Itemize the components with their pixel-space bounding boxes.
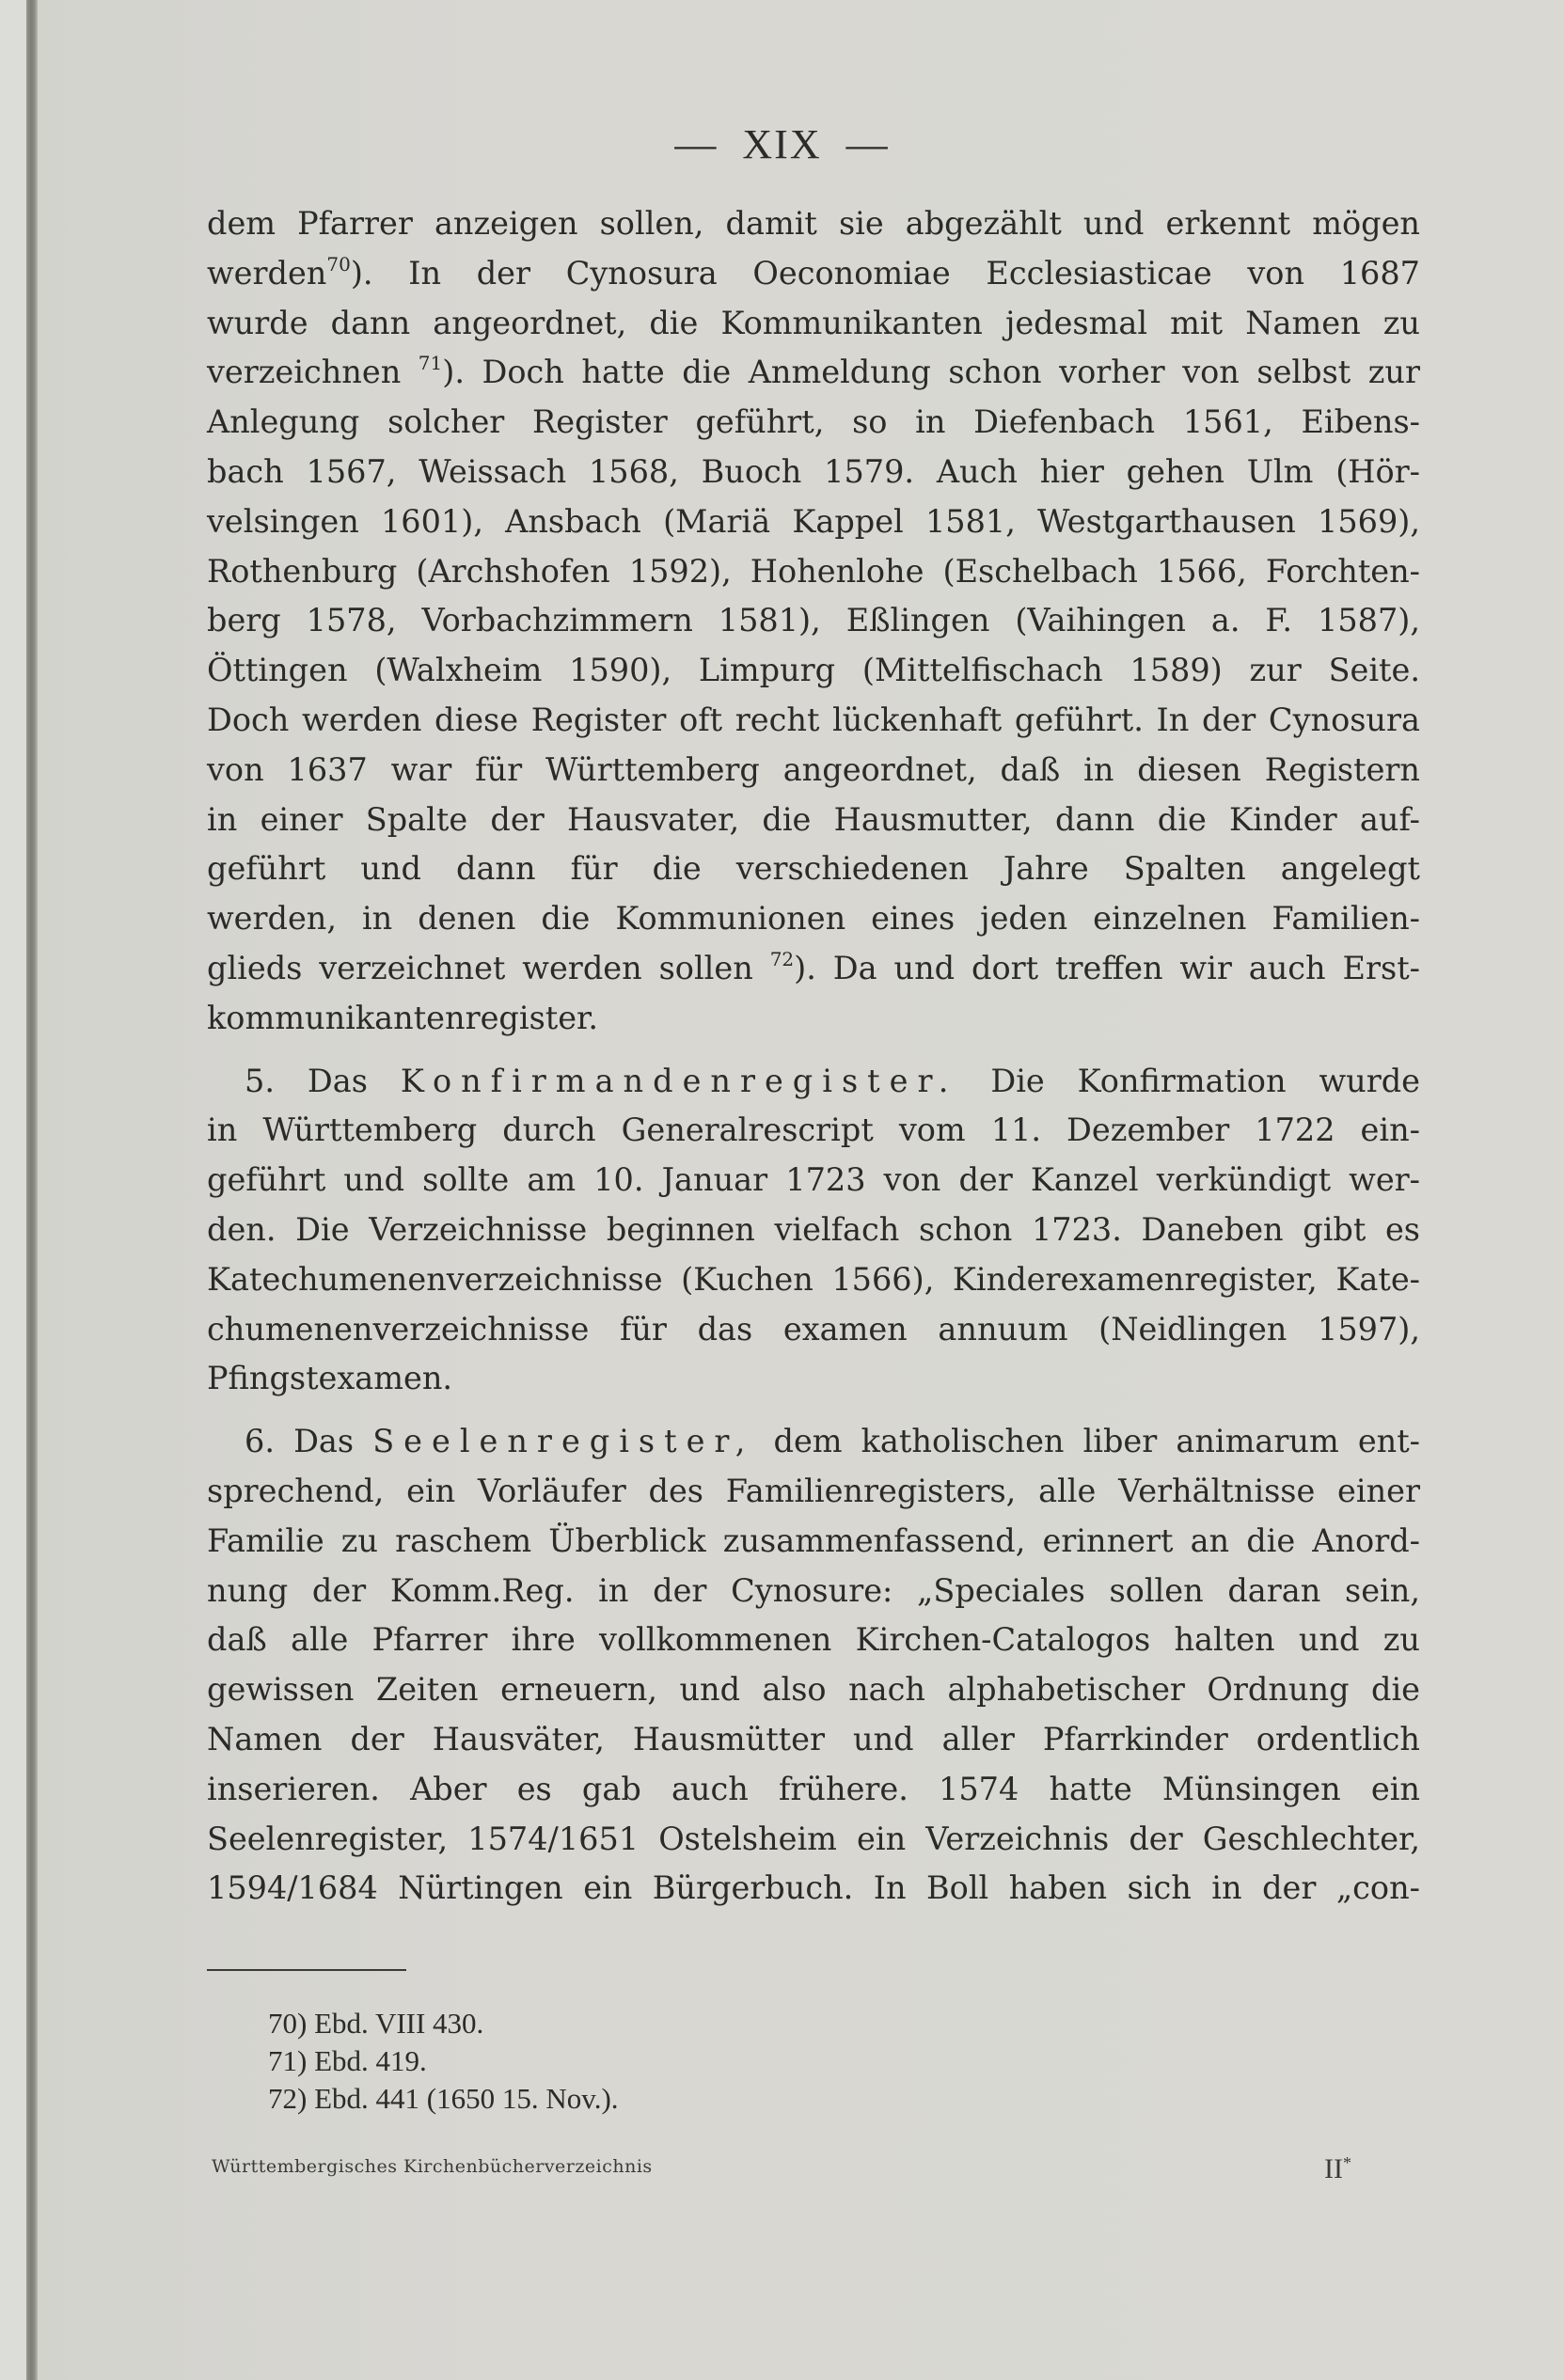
footnote-70: 70) Ebd. VIII 430.: [268, 2007, 484, 2040]
text-line: glieds verzeichnet werden sollen $^{72}$). Da und dort treffen wir auch Erst-: [207, 947, 1420, 986]
text-line: Familie zu raschem Überblick zusammenfassend, erinnert an die Anord-: [207, 1521, 1420, 1559]
text-line: Öttingen (Walxheim 1590), Limpurg (Mittelfischach 1589) zur Seite.: [207, 652, 1420, 689]
text-line: Katechumenenverzeichnisse (Kuchen 1566), Kinderexamenregister, Kate-: [207, 1260, 1420, 1298]
footnote-ref-71[interactable]: 71: [418, 352, 443, 375]
page-folio: XIX: [742, 121, 822, 167]
paragraph-soul-register: [207, 1417, 1420, 1914]
text-line: wurde dann angeordnet, die Kommunikanten jedesmal mit Namen zu: [207, 304, 1420, 341]
text-line: werden, in denen die Kommunionen eines jeden einzelnen Familien-: [207, 900, 1420, 938]
section-heading: Konfirmandenregister.: [400, 1062, 958, 1099]
text-line: Rothenburg (Archshofen 1592), Hohenlohe (Eschelbach 1566, Forchten-: [207, 552, 1420, 590]
text-line: kommunikantenregister.: [207, 999, 599, 1036]
text-line: inserieren. Aber es gab auch frühere. 1574 hatte Münsingen ein: [207, 1770, 1420, 1807]
body-text: [207, 199, 1420, 1914]
text-line: in einer Spalte der Hausvater, die Hausmutter, dann die Kinder auf-: [207, 800, 1420, 838]
text-line: in Württemberg durch Generalrescript vom 11. Dezember 1722 ein-: [207, 1111, 1420, 1149]
text-line: velsingen 1601), Ansbach (Mariä Kappel 1581, Westgarthausen 1569),: [207, 502, 1420, 540]
footnote-ref-70[interactable]: 70: [326, 252, 351, 276]
footnote-71: 71) Ebd. 419.: [268, 2044, 427, 2077]
text-line: chumenenverzeichnisse für das examen annuum (Neidlingen 1597),: [207, 1310, 1420, 1348]
text-line: Pfingstexamen.: [207, 1360, 453, 1397]
text-line: gewissen Zeiten erneuern, und also nach alphabetischer Ordnung die: [207, 1671, 1420, 1709]
text-line: verzeichnen $^{71}$). Doch hatte die Anmeldung schon vorher von selbst zur: [207, 352, 1420, 391]
text-line: berg 1578, Vorbachzimmern 1581), Eßlingen (Vaihingen a. F. 1587),: [207, 602, 1420, 639]
section-heading-line: 5. Das Konfirmandenregister. Die Konfirmation wurde: [245, 1062, 1420, 1099]
dash-left: —: [674, 121, 719, 167]
footnote-ref-72[interactable]: 72: [769, 947, 795, 970]
footnotes: [268, 2005, 619, 2118]
signature-line: Württembergisches Kirchenbücherverzeichnis: [212, 2156, 653, 2177]
text-line: dem Pfarrer anzeigen sollen, damit sie abgezählt und erkennt mögen: [207, 205, 1420, 242]
text-line: daß alle Pfarrer ihre vollkommenen Kirchen-Catalogos halten und zu: [207, 1621, 1420, 1659]
text-line: von 1637 war für Württemberg angeordnet, daß in diesen Registern: [207, 750, 1420, 788]
page-edge: [0, 0, 26, 2380]
text-line: nung der Komm.Reg. in der Cynosure: „Speciales sollen daran sein,: [207, 1571, 1420, 1609]
text-line: sprechend, ein Vorläufer des Familienregisters, alle Verhältnisse einer: [207, 1472, 1420, 1509]
footnote-separator: [207, 1969, 406, 1971]
section-number: 6.: [245, 1423, 275, 1460]
text-line: Seelenregister, 1574/1651 Ostelsheim ein Verzeichnis der Geschlechter,: [207, 1820, 1420, 1857]
text-line: Anlegung solcher Register geführt, so in Diefenbach 1561, Eibens-: [207, 403, 1420, 441]
text-line: geführt und dann für die verschiedenen Jahre Spalten angelegt: [207, 850, 1420, 888]
section-heading-line: 6. Das Seelenregister, dem katholischen liber animarum ent-: [245, 1423, 1421, 1460]
paragraph-confirmands-register: [207, 1057, 1420, 1405]
text-line: geführt und sollte am 10. Januar 1723 von der Kanzel verkündigt wer-: [207, 1161, 1420, 1199]
section-number: 5.: [245, 1062, 275, 1099]
paragraph-communicants: [207, 199, 1420, 1044]
text-line: werden$^{70}$). In der Cynosura Oeconomiae Ecclesiasticae von 1687: [207, 252, 1420, 292]
dash-right: —: [845, 121, 890, 167]
text-line: Doch werden diese Register oft recht lückenhaft geführt. In der Cynosura: [207, 701, 1420, 738]
text-line: Namen der Hausväter, Hausmütter und aller Pfarrkinder ordentlich: [207, 1720, 1420, 1757]
running-head: [0, 120, 1564, 168]
text-line: 1594/1684 Nürtingen ein Bürgerbuch. In Boll haben sich in der „con-: [207, 1869, 1420, 1907]
section-heading: Seelenregister,: [372, 1423, 755, 1460]
text-line: den. Die Verzeichnisse beginnen vielfach schon 1723. Daneben gibt es: [207, 1210, 1420, 1248]
footnote-72: 72) Ebd. 441 (1650 15. Nov.).: [268, 2082, 619, 2115]
book-gutter-shadow: [26, 0, 38, 2380]
text-line: bach 1567, Weissach 1568, Buoch 1579. Auch hier gehen Ulm (Hör-: [207, 452, 1420, 490]
sheet-signature-mark: II*: [1324, 2153, 1351, 2184]
